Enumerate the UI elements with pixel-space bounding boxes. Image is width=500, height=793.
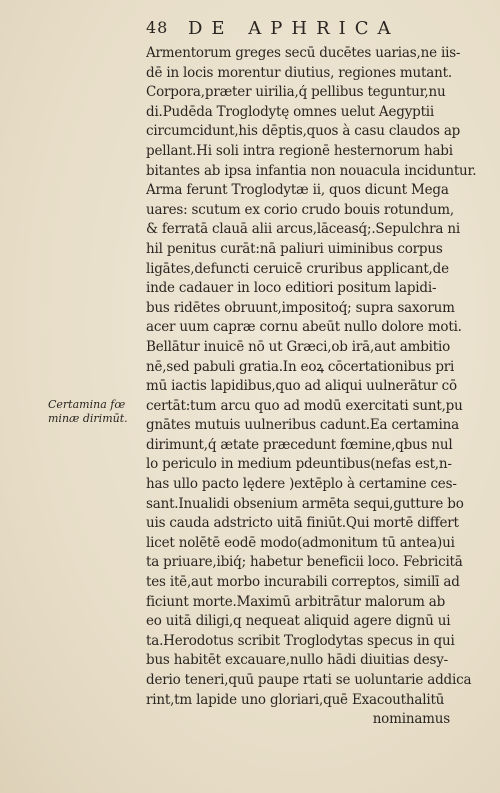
text-line: tes itē,aut morbo incurabili correptos, similī ad [146, 574, 460, 591]
text-line: nominamus [372, 711, 450, 728]
text-line: uis cauda adstricto uitā finiūt.Qui mortē differt [146, 515, 459, 532]
text-line: uares: scutum ex corio crudo bouis rotundum, [146, 201, 454, 218]
text-line: bus habitēt excauare,nullo hādi diuitias desy- [146, 652, 449, 669]
marginal-note [48, 398, 144, 426]
text-line: inde cadauer in loco editiori positum lapidi- [146, 280, 437, 297]
text-line: Corpora,præter uirilia,q́ pellibus teguntur,nu [146, 84, 446, 101]
text-line: dē in locis morentur diutius, regiones mutant. [146, 64, 452, 81]
marginal-note-line: minæ dirimūt. [48, 412, 128, 425]
text-line: bus ridētes obruunt,impositoq́; supra saxorum [146, 299, 455, 316]
text-line: hil penitus curāt:nā paliuri uiminibus corpus [146, 240, 443, 257]
text-line: circumcidunt,his dēptis,quos à casu claudos ap [146, 123, 461, 140]
text-line: nē,sed pabuli gratia.In eoꝝ cōcertationibus pri [146, 358, 455, 375]
text-line: rint,tm lapide uno gloriari,quē Exacouthalitū [146, 691, 445, 708]
text-line: dirimunt,q́ ætate præcedunt fœmine,qbus nul [146, 436, 453, 453]
text-line: bitantes ab ipsa infantia non nouacula inciduntur. [146, 162, 477, 179]
text-line: acer uum capræ cornu abeūt nullo dolore moti. [146, 319, 462, 336]
text-line: Bellātur inuicē nō ut Græci,ob irā,aut ambitio [146, 338, 451, 355]
text-line: ta.Herodotus scribit Troglodytas specus in qui [146, 632, 455, 649]
text-line: ficiunt morte.Maximū arbitrātur malorum ab [146, 593, 446, 610]
running-head: DE APHRICA [188, 18, 400, 39]
text-line: sant.Inualidi obsenium armēta sequi,gutture bo [146, 495, 464, 512]
text-line: ta priuare,ibiq́; habetur beneficii loco. Febricitā [146, 554, 463, 571]
text-line: Arma ferunt Troglodytæ ii, quos dicunt Mega [146, 182, 449, 199]
text-line: ligātes,defuncti ceruicē cruribus applicant,de [146, 260, 449, 277]
text-line: mū iactis lapidibus,quo ad aliqui uulnerātur cō [146, 378, 457, 395]
page-number: 48 [146, 18, 169, 37]
text-line: certāt:tum arcu quo ad modū exercitati sunt,pu [146, 397, 463, 414]
text-line: lo periculo in medium pdeuntibus(nefas est,n- [146, 456, 452, 473]
text-line: derio teneri,quū paupe rtati se uoluntarie addica [146, 672, 472, 688]
text-line: licet nolētē eodē modo(admonitum tū antea)ui [146, 534, 455, 551]
text-line: has ullo pacto lędere )extēplo à certamine ces- [146, 476, 457, 493]
page-header [146, 18, 486, 44]
text-line: di.Pudēda Troglodytę omnes uelut Aegyptii [146, 103, 435, 120]
text-line: pellant.Hi soli intra regionē hesternorum habi [146, 142, 453, 159]
marginal-note-line: Certamina fœ [48, 398, 126, 411]
body-text [146, 44, 490, 730]
text-line: eo uitā diligi,q nequeat aliquid agere dignū ui [146, 613, 451, 630]
text-line: & ferratā clauā alii arcus,lāceasq́;.Sepulchra ni [146, 221, 460, 238]
text-line: gnātes mutuis uulneribus cadunt.Ea certamina [146, 417, 459, 434]
text-line: Armentorum greges secū ducētes uarias,ne iis- [146, 45, 461, 61]
